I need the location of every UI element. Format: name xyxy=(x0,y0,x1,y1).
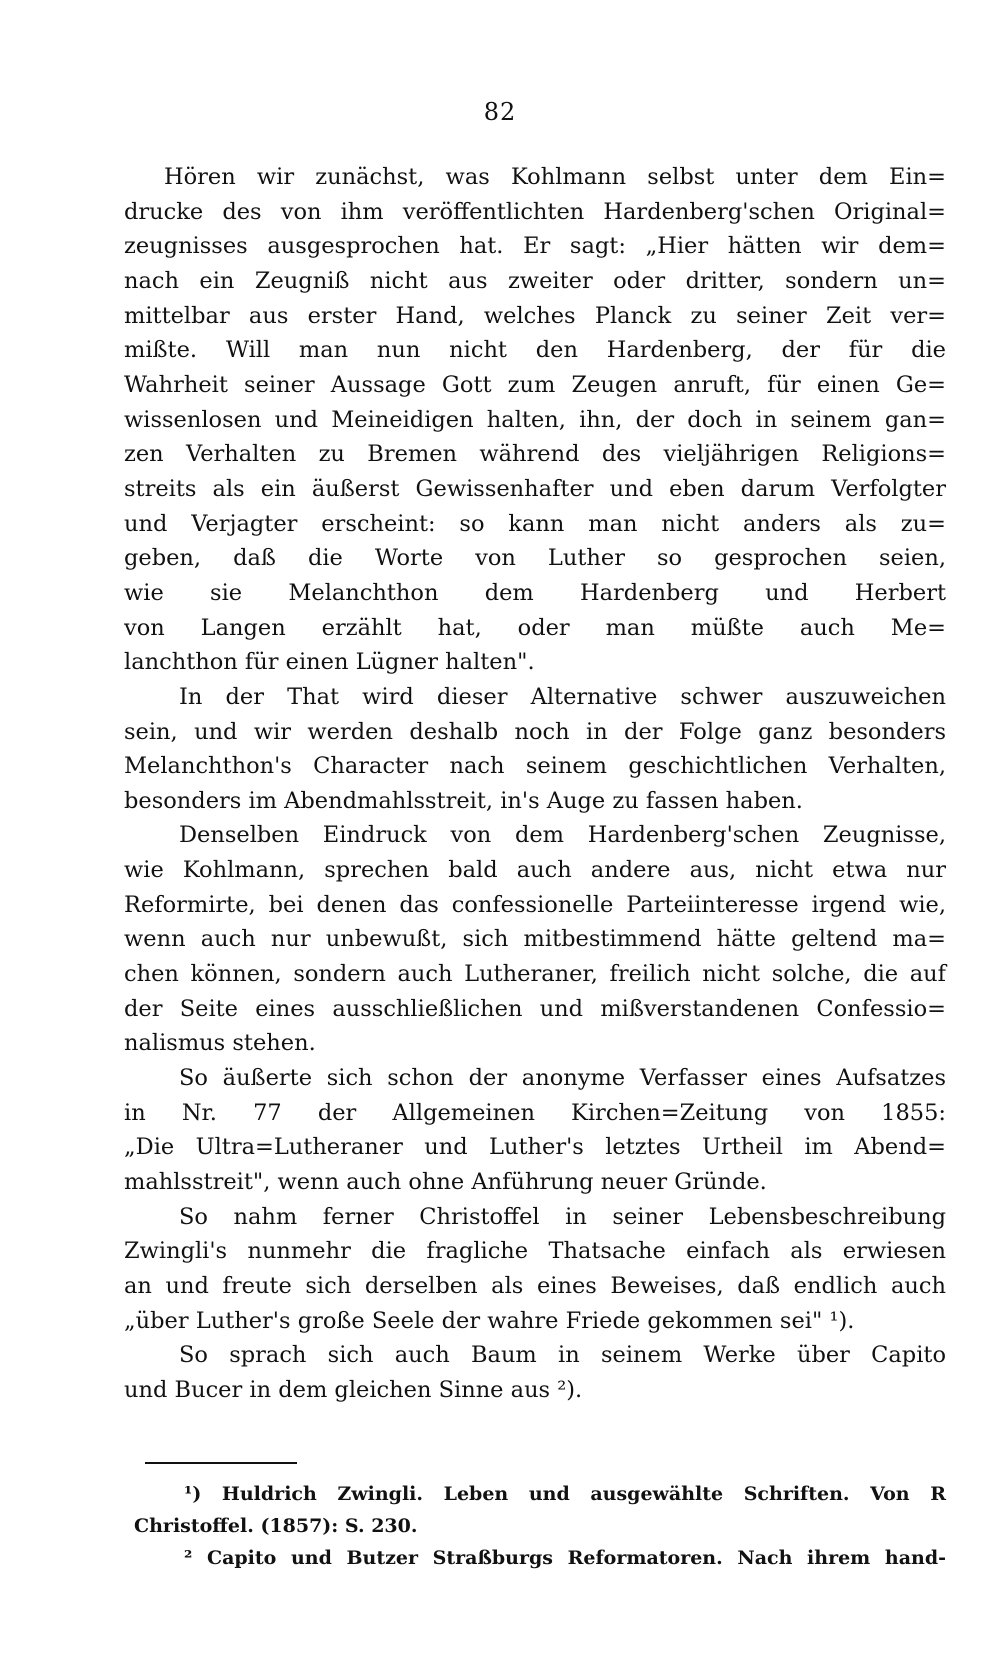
footnote-1: ¹) Huldrich Zwingli. Leben und ausgewählte Schriften. Von R xyxy=(184,1483,946,1505)
text-line: geben, daß die Worte von Luther so gesprochen seien, xyxy=(124,545,946,572)
text-line: an und freute sich derselben als eines Beweises, daß endlich auch xyxy=(124,1273,946,1299)
text-line: und Bucer in dem gleichen Sinne aus ²). xyxy=(124,1376,583,1403)
text-line: „über Luther's große Seele der wahre Friede gekommen sei" ¹). xyxy=(124,1307,855,1334)
paragraph-start: Denselben Eindruck von dem Hardenberg'schen Zeugnisse, xyxy=(179,822,946,849)
text-line: und Verjagter erscheint: so kann man nicht anders als zu= xyxy=(124,510,946,537)
text-line: wie sie Melanchthon dem Hardenberg und Herbert xyxy=(124,579,946,606)
text-line: lanchthon für einen Lügner halten". xyxy=(124,649,535,676)
body-text xyxy=(124,160,946,1408)
footnote-2: ² Capito und Butzer Straßburgs Reformatoren. Nach ihrem hand- xyxy=(184,1547,946,1569)
page-number: 82 xyxy=(483,98,517,126)
text-line: Wahrheit seiner Aussage Gott zum Zeugen anruft, für einen Ge= xyxy=(124,371,946,398)
text-line: chen können, sondern auch Lutheraner, freilich nicht solche, die auf xyxy=(124,961,946,988)
paragraph-start: In der That wird dieser Alternative schwer auszuweichen xyxy=(179,683,946,710)
text-line: wenn auch nur unbewußt, sich mitbestimmend hätte geltend ma= xyxy=(124,926,946,953)
text-line: zeugnisses ausgesprochen hat. Er sagt: „Hier hätten wir dem= xyxy=(124,233,946,260)
text-line: sein, und wir werden deshalb noch in der Folge ganz besonders xyxy=(124,718,946,745)
text-line: von Langen erzählt hat, oder man müßte auch Me= xyxy=(124,614,946,641)
text-line: in Nr. 77 der Allgemeinen Kirchen=Zeitung von 1855: xyxy=(124,1099,946,1126)
text-line: nalismus stehen. xyxy=(124,1030,316,1057)
text-line: drucke des von ihm veröffentlichten Hardenberg'schen Original= xyxy=(124,198,946,225)
text-line: Hören wir zunächst, was Kohlmann selbst unter dem Ein= xyxy=(164,164,946,190)
footnote-divider xyxy=(145,1462,297,1464)
text-line: besonders im Abendmahlsstreit, in's Auge zu fassen haben. xyxy=(124,787,803,814)
text-line: Reformirte, bei denen das confessionelle Parteiinteresse irgend wie, xyxy=(124,891,946,918)
text-line: streits als ein äußerst Gewissenhafter und eben darum Verfolgter xyxy=(124,475,946,502)
text-line: der Seite eines ausschließlichen und mißverstandenen Confessio= xyxy=(124,995,946,1022)
text-line: Melanchthon's Character nach seinem geschichtlichen Verhalten, xyxy=(124,753,946,780)
text-line: zen Verhalten zu Bremen während des vieljährigen Religions= xyxy=(124,441,946,468)
paragraph-start: So sprach sich auch Baum in seinem Werke über Capito xyxy=(179,1342,946,1369)
text-line: nach ein Zeugniß nicht aus zweiter oder dritter, sondern un= xyxy=(124,267,946,294)
footnote-1-continued: Christoffel. (1857): S. 230. xyxy=(134,1515,418,1537)
text-line: mißte. Will man nun nicht den Hardenberg, der für die xyxy=(124,337,946,364)
paragraph-start: So nahm ferner Christoffel in seiner Lebensbeschreibung xyxy=(179,1203,946,1230)
text-line: Zwingli's nunmehr die fragliche Thatsache einfach als erwiesen xyxy=(124,1238,946,1265)
text-line: wie Kohlmann, sprechen bald auch andere aus, nicht etwa nur xyxy=(124,857,946,884)
paragraph-start: So äußerte sich schon der anonyme Verfasser eines Aufsatzes xyxy=(179,1065,946,1092)
text-line: mittelbar aus erster Hand, welches Planck zu seiner Zeit ver= xyxy=(124,302,946,329)
text-line: mahlsstreit", wenn auch ohne Anführung neuer Gründe. xyxy=(124,1169,767,1196)
text-line: wissenlosen und Meineidigen halten, ihn, der doch in seinem gan= xyxy=(124,406,946,433)
footnotes xyxy=(124,1478,946,1574)
text-line: „Die Ultra=Lutheraner und Luther's letztes Urtheil im Abend= xyxy=(124,1134,946,1161)
